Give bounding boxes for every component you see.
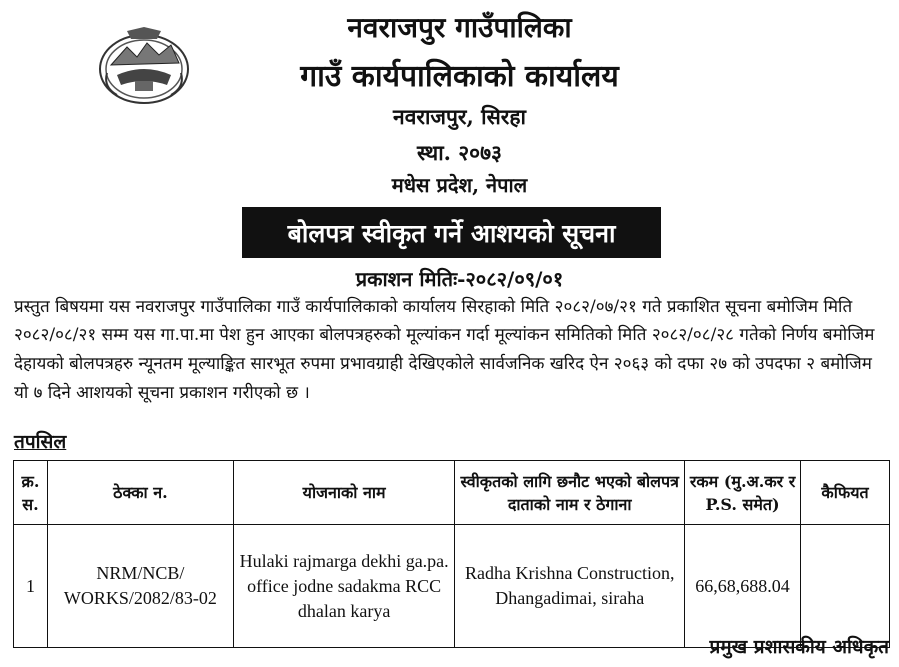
office-location: नवराजपुर, सिरहा (393, 104, 526, 129)
col-header-project-name: योजनाको नाम (233, 461, 455, 525)
notice-paragraph-line-1: प्रस्तुत बिषयमा यस नवराजपुर गाउँपालिका गाउँ कार्यपालिकाको कार्यालय सिरहाको मिति २०८२/०७/२१ गते प्रकाशित सूचना बमोजिम मिति (14, 297, 853, 317)
notice-paragraph-line-3: देहायको बोलपत्रहरु न्यूनतम मूल्याङ्कित सारभूत रुपमा प्रभावग्राही देखिएकोले सार्वजनिक खरिद ऐन २०६३ को दफा २७ को उपदफा २ बमोजिम (14, 354, 872, 374)
cell-bidder: Radha Krishna Construction, Dhangadimai, siraha (455, 525, 685, 648)
table-row (14, 525, 890, 648)
office-name: गाउँ कार्यपालिकाको कार्यालय (300, 59, 619, 94)
cell-remarks (801, 525, 890, 648)
cell-contract-no: NRM/NCB/ WORKS/2082/83-02 (47, 525, 233, 648)
notice-paragraph-line-2: २०८२/०८/२१ सम्म यस गा.पा.मा पेश हुन आएका बोलपत्रहरुको मूल्यांकन गर्दा मूल्यांकन समितिको मिति २०८२/०८/२८ गतेको निर्णय बमोजिम (14, 325, 875, 345)
col-header-amount: रकम (मु.अ.कर र P.S. समेत) (685, 461, 801, 525)
section-title: तपसिल (14, 431, 67, 453)
notice-paragraph-line-4: यो ७ दिने आशयको सूचना प्रकाशन गरीएको छ । (14, 383, 310, 403)
cell-project-name: Hulaki rajmarga dekhi ga.pa. office jodne sadakma RCC dhalan karya (233, 525, 455, 648)
cell-sn: 1 (14, 525, 48, 648)
tender-table (13, 460, 890, 648)
municipality-name: नवराजपुर गाउँपालिका (347, 11, 572, 44)
publish-date: प्रकाशन मितिः-२०८२/०९/०१ (355, 267, 564, 291)
notice-title-banner: बोलपत्र स्वीकृत गर्ने आशयको सूचना (242, 207, 661, 258)
col-header-bidder: स्वीकृतको लागि छनौट भएको बोलपत्र दाताको नाम र ठेगाना (455, 461, 685, 525)
established-year: स्था. २०७३ (417, 140, 502, 165)
cell-amount: 66,68,688.04 (685, 525, 801, 648)
col-header-sn: क्र. स. (14, 461, 48, 525)
table-header-row (14, 461, 890, 525)
col-header-remarks: कैफियत (801, 461, 890, 525)
province-country: मधेस प्रदेश, नेपाल (391, 173, 528, 197)
col-header-contract-no: ठेक्का न. (47, 461, 233, 525)
signatory-title: प्रमुख प्रशासकीय अधिकृत (709, 636, 889, 658)
